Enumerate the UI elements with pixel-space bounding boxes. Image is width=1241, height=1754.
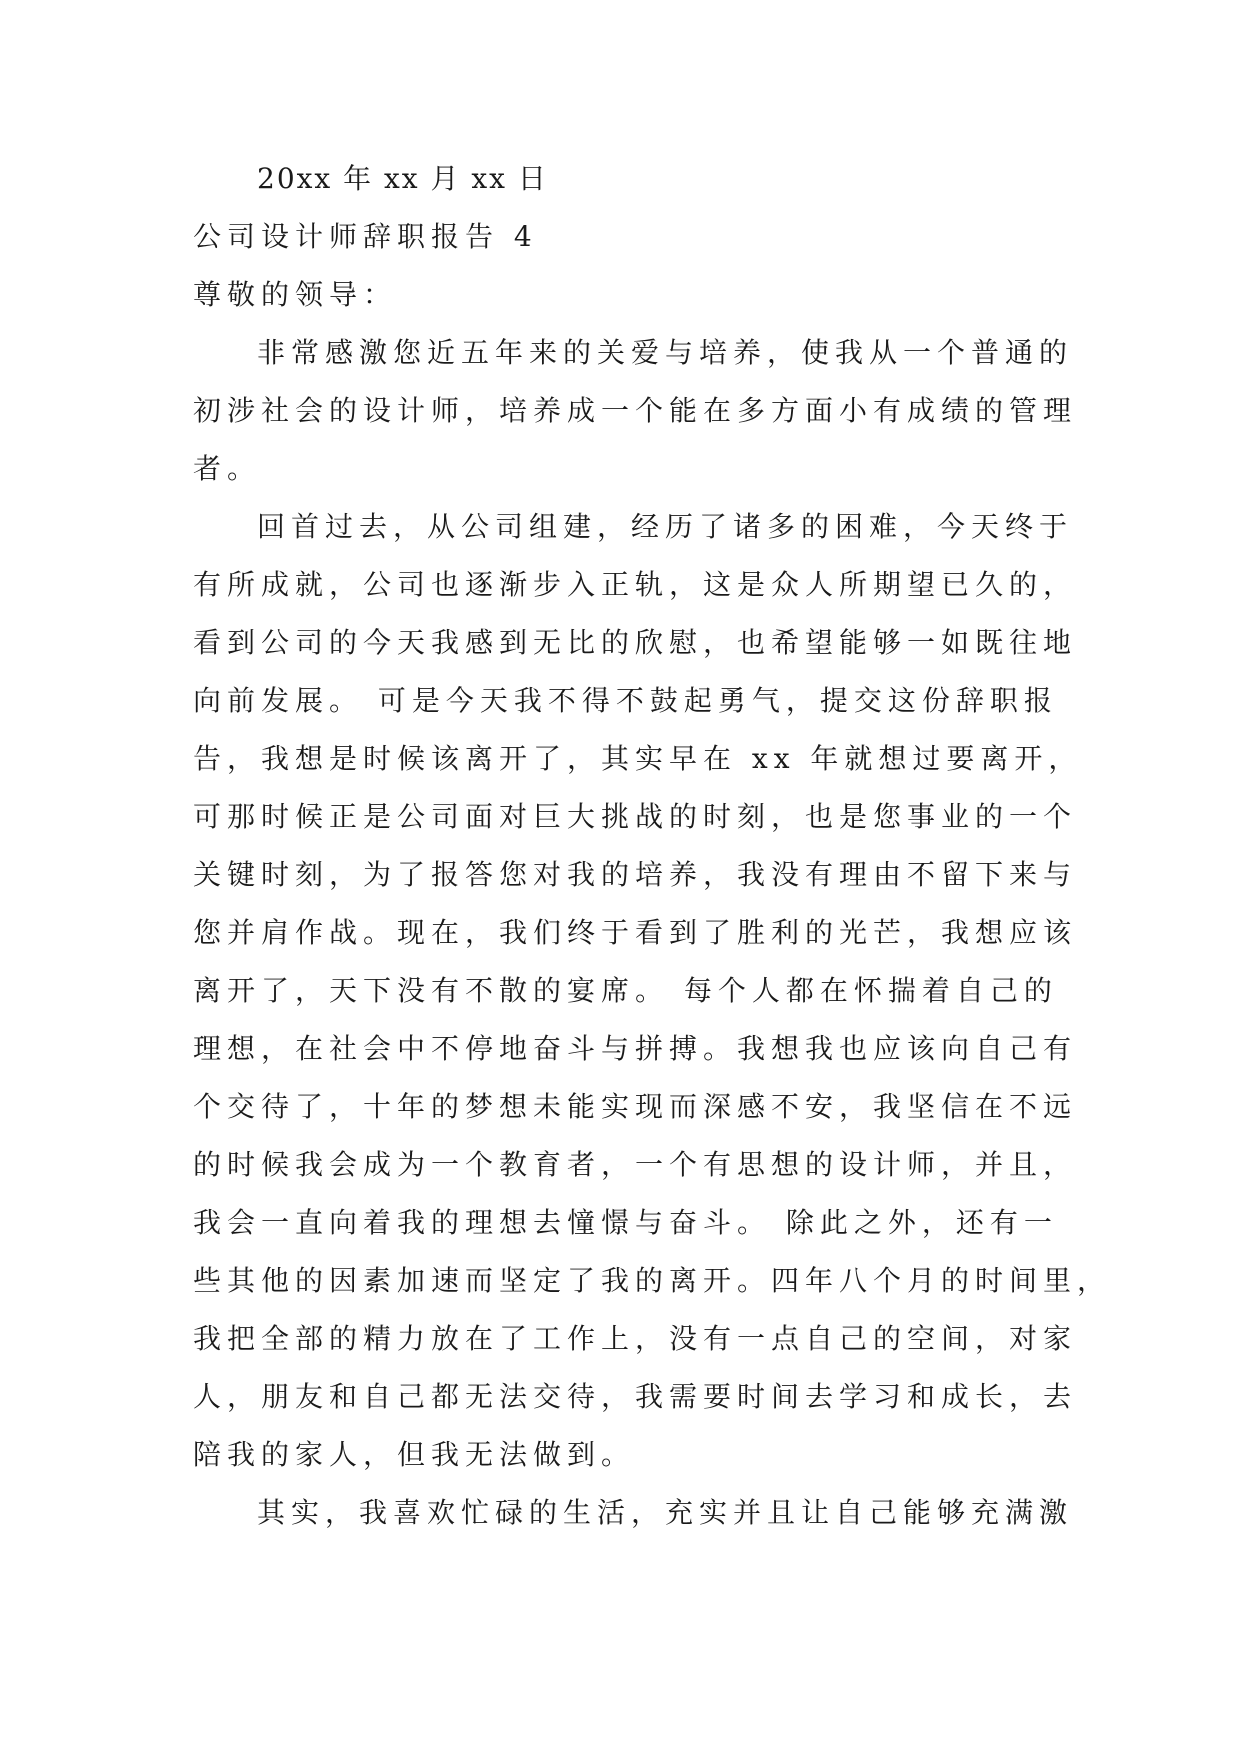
paragraph-2	[193, 498, 1112, 1484]
report-title: 公司设计师辞职报告 4	[193, 220, 538, 253]
paragraph-1	[193, 324, 1078, 498]
paragraph-line: 人，朋友和自己都无法交待，我需要时间去学习和成长，去	[193, 1380, 1078, 1413]
paragraph-line: 有所成就，公司也逐渐步入正轨，这是众人所期望已久的，	[193, 568, 1078, 601]
paragraph-line: 看到公司的今天我感到无比的欣慰，也希望能够一如既往地	[193, 626, 1078, 659]
paragraph-3	[193, 1484, 1074, 1542]
paragraph-line: 我把全部的精力放在了工作上，没有一点自己的空间，对家	[193, 1322, 1078, 1355]
paragraph-line: 个交待了，十年的梦想未能实现而深感不安，我坚信在不远	[193, 1090, 1078, 1123]
paragraph-line: 您并肩作战。现在，我们终于看到了胜利的光芒，我想应该	[193, 916, 1078, 949]
date-line: 20xx 年 xx 月 xx 日	[257, 162, 548, 195]
paragraph-line: 我会一直向着我的理想去憧憬与奋斗。 除此之外，还有一	[193, 1206, 1058, 1239]
paragraph-line: 非常感激您近五年来的关爱与培养，使我从一个普通的	[257, 336, 1074, 369]
paragraph-line: 些其他的因素加速而坚定了我的离开。四年八个月的时间里，	[193, 1264, 1112, 1297]
paragraph-line: 陪我的家人，但我无法做到。	[193, 1438, 636, 1471]
paragraph-line: 初涉社会的设计师，培养成一个能在多方面小有成绩的管理	[193, 394, 1078, 427]
paragraph-line: 回首过去，从公司组建，经历了诸多的困难，今天终于	[257, 510, 1074, 543]
paragraph-line: 其实，我喜欢忙碌的生活，充实并且让自己能够充满激	[257, 1496, 1074, 1529]
paragraph-line: 者。	[193, 452, 262, 485]
salutation: 尊敬的领导：	[193, 278, 398, 311]
paragraph-line: 理想，在社会中不停地奋斗与拼搏。我想我也应该向自己有	[193, 1032, 1078, 1065]
document-body	[193, 150, 1112, 1542]
paragraph-line: 告，我想是时候该离开了，其实早在 xx 年就想过要离开，	[193, 742, 1083, 775]
paragraph-line: 的时候我会成为一个教育者，一个有思想的设计师，并且，	[193, 1148, 1078, 1181]
paragraph-line: 向前发展。 可是今天我不得不鼓起勇气，提交这份辞职报	[193, 684, 1058, 717]
paragraph-line: 可那时候正是公司面对巨大挑战的时刻，也是您事业的一个	[193, 800, 1078, 833]
paragraph-line: 关键时刻，为了报答您对我的培养，我没有理由不留下来与	[193, 858, 1078, 891]
paragraph-line: 离开了，天下没有不散的宴席。 每个人都在怀揣着自己的	[193, 974, 1058, 1007]
